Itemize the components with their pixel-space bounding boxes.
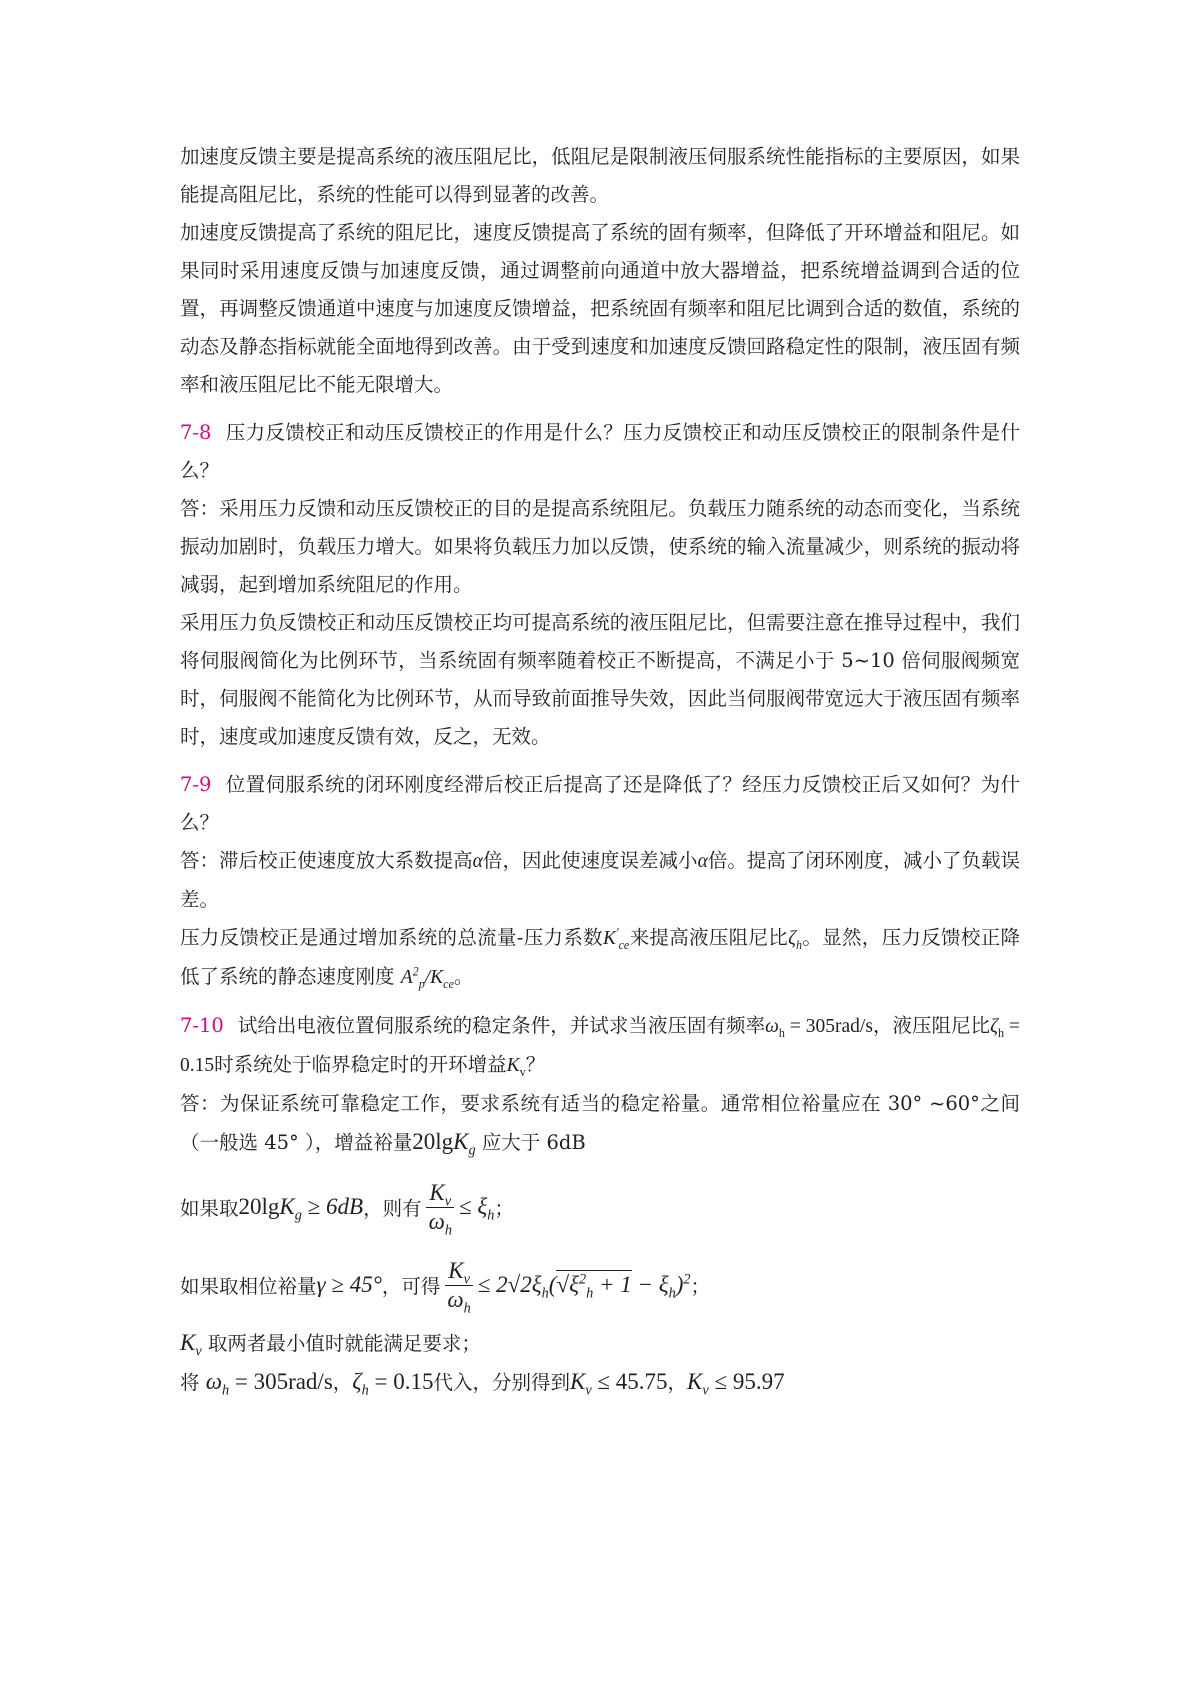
question-7-8 <box>180 414 1020 490</box>
subscript: h <box>998 1025 1005 1040</box>
text: 代入，分别得到 <box>433 1371 570 1394</box>
stiffness-expression: $A^2_p/K_{ce}$ <box>400 964 454 991</box>
text: 取两者最小值时就能满足要求； <box>207 1332 481 1355</box>
formula-phase-condition <box>180 1252 1020 1318</box>
question-7-9 <box>180 766 1020 842</box>
fraction-kv-over-omega: $\frac{K_v}{\omega_h}$ <box>444 1258 473 1313</box>
answer-7-10-result <box>180 1363 1020 1402</box>
inequality-rhs: ≤ $\xi_h$ <box>458 1194 495 1224</box>
subscript: v <box>519 1064 526 1079</box>
answer-7-8-part1: 答：采用压力反馈和动压反馈校正的目的是提高系统阻尼。负载压力随系统的动态而变化，当系统振动加剧时，负载压力增大。如果将负载压力加以反馈，使系统的输入流量减少，则系统的振动将减弱，起到增加系统阻尼的作用。 <box>180 497 1020 596</box>
answer-7-10-min <box>180 1324 1020 1363</box>
text: 试给出电液位置伺服系统的稳定条件，并试求当液压固有频率 <box>237 1014 766 1037</box>
fraction-kv-over-omega: $\frac{K_v}{\omega_h}$ <box>426 1180 455 1235</box>
subscript: h <box>778 1025 785 1040</box>
text: 答：滞后校正使速度放大系数提高 <box>180 849 473 872</box>
answer-7-9-part2 <box>180 919 1020 997</box>
zeta-value: = 0.15 <box>368 1369 434 1394</box>
question-text: 压力反馈校正和动压反馈校正的作用是什么？压力反馈校正和动压反馈校正的限制条件是什么？ <box>180 421 1020 482</box>
text: 答：为保证系统可靠稳定工作，要求系统有适当的稳定裕量。通常相位裕量应在 30° ~60°之间（一般选 45° ），增益裕量 <box>180 1092 1020 1154</box>
paragraph-acceleration-feedback: 加速度反馈主要是提高系统的液压阻尼比，低阻尼是限制液压伺服系统性能指标的主要原因，如果能提高阻尼比，系统的性能可以得到显著的改善。 <box>180 145 1020 206</box>
omega-symbol: $\omega_h$ <box>205 1369 230 1399</box>
question-number: 7-10 <box>180 1014 224 1037</box>
zeta-value: = 0.15 <box>180 1016 1020 1076</box>
phase-condition: γ ≥ 45° <box>316 1272 382 1297</box>
text: 应大于 6dB <box>481 1131 586 1154</box>
omega-value: = 305rad/s <box>229 1369 333 1394</box>
zeta-symbol: $\zeta_h$ <box>352 1369 369 1399</box>
text: ？ <box>525 1053 546 1076</box>
text: ； <box>494 1197 514 1220</box>
kv-symbol: $K_v$ <box>180 1330 202 1360</box>
question-number: 7-9 <box>180 773 212 796</box>
document-page <box>180 138 1020 1402</box>
text: 压力反馈校正是通过增加系统的总流量-压力系数 <box>180 926 603 949</box>
question-7-10 <box>180 1007 1020 1085</box>
kce-symbol: $K'_{ce}$ <box>602 925 630 952</box>
text: 如果取 <box>180 1197 239 1220</box>
text: ， <box>667 1371 688 1394</box>
answer-7-8-part2: 采用压力负反馈校正和动压反馈校正均可提高系统的液压阻尼比，但需要注意在推导过程中，我们将伺服阀简化为比例环节，当系统固有频率随着校正不断提高，不满足小于 5~10 倍伺服阀频宽时，伺服阀不能简化为比例环节，从而导致前面推导失效，因此当伺服阀带宽远大于液压固有频率时，速度或加速度反馈有效，反之，无效。 <box>180 611 1020 748</box>
kv-result-2: ≤ 95.97 <box>708 1369 785 1394</box>
zeta-symbol: $\zeta_h$ <box>788 928 803 952</box>
omega-value: = 305rad/s <box>784 1016 873 1037</box>
answer-7-10-part1 <box>180 1085 1020 1162</box>
omega-symbol: ω <box>765 1016 779 1037</box>
text: ，液压阻尼比 <box>872 1014 991 1037</box>
gain-condition: 20lgK$_g$ ≥ 6dB <box>238 1194 364 1224</box>
alpha-symbol: α <box>697 851 708 872</box>
text: 倍。提高了闭环刚度，减小了负载误差。 <box>180 849 1020 911</box>
text: 倍，因此使速度误差减小 <box>482 849 698 872</box>
paragraph-velocity-acceleration: 加速度反馈提高了系统的阻尼比，速度反馈提高了系统的固有频率，但降低了开环增益和阻尼。如果同时采用速度反馈与加速度反馈，通过调整前向通道中放大器增益，把系统增益调到合适的位置，再调整反馈通道中速度与加速度反馈增益，把系统固有频率和阻尼比调到合适的数值，系统的动态及静态指标就能全面地得到改善。由于受到速度和加速度反馈回路稳定性的限制，液压固有频率和液压阻尼比不能无限增大。 <box>180 221 1020 396</box>
text: ， <box>332 1371 353 1394</box>
formula-gain-condition <box>180 1174 1020 1240</box>
gain-margin-expression: 20lgK$_g$ <box>412 1129 476 1159</box>
zeta-symbol: ζ <box>990 1016 999 1037</box>
text: 。 <box>453 965 474 988</box>
kv-symbol: $K_v$ <box>687 1369 709 1399</box>
kv-symbol: K <box>506 1055 520 1076</box>
kv-symbol: $K_v$ <box>569 1369 592 1399</box>
inequality-rhs: ≤ $2√2\xi_h(√\xi^2_h + 1 - \xi_h)^2$ <box>477 1271 691 1302</box>
question-number: 7-8 <box>180 421 212 444</box>
text: 来提高液压阻尼比 <box>629 926 789 949</box>
answer-7-9-part1 <box>180 842 1020 919</box>
text: ； <box>690 1275 711 1298</box>
text: ，则有 <box>363 1197 422 1220</box>
text: 。显然，压力反馈校正降低了系统的静态速度刚度 <box>180 926 1020 988</box>
text: 时系统处于临界稳定时的开环增益 <box>214 1053 507 1076</box>
text: ，可得 <box>381 1275 441 1298</box>
alpha-symbol: α <box>472 851 483 872</box>
question-text: 位置伺服系统的闭环刚度经滞后校正后提高了还是降低了？经压力反馈校正后又如何？为什么？ <box>180 773 1020 834</box>
kv-result-1: ≤ 45.75 <box>591 1369 668 1394</box>
text: 将 <box>180 1371 200 1394</box>
text: 如果取相位裕量 <box>180 1275 317 1298</box>
